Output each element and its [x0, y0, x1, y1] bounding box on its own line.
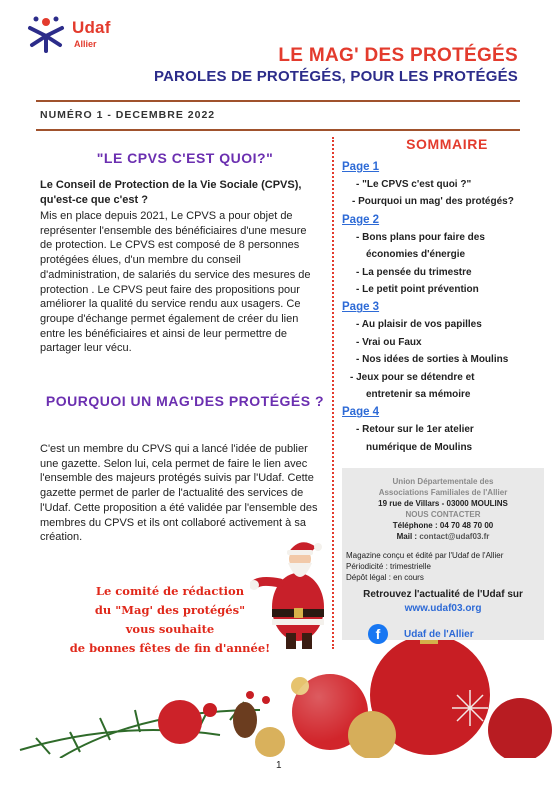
contact-mail-row: [342, 531, 544, 542]
toc-page-2-link[interactable]: Page 2: [342, 213, 380, 226]
toc-item: - Bons plans pour faire des: [356, 231, 485, 243]
greeting-line-2: du "Mag' des protégés": [94, 603, 246, 617]
contact-heading: NOUS CONTACTER: [405, 510, 481, 519]
follow-text: Retrouvez l'actualité de l'Udaf sur: [363, 589, 523, 600]
toc-item: numérique de Moulins: [366, 441, 473, 453]
facebook-icon: f: [368, 624, 388, 644]
article1-heading: "LE CPVS C'EST QUOI?": [96, 150, 274, 166]
org-name-line-1: Union Départementale des: [392, 477, 494, 486]
udaf-logo-icon: [24, 14, 68, 54]
meta-legal-deposit: Dépôt légal : en cours: [346, 573, 424, 582]
issue-number: NUMÉRO 1 - DECEMBRE 2022: [40, 109, 216, 121]
toc-item: économies d'énergie: [366, 249, 466, 261]
toc-item: - "Le CPVS c'est quoi ?": [356, 179, 472, 190]
page-number: 1: [276, 760, 282, 771]
table-of-contents: [342, 158, 547, 456]
meta-periodicity: Périodicité : trimestrielle: [346, 562, 431, 571]
toc-item: - Le petit point prévention: [356, 284, 479, 296]
page-title: LE MAG' DES PROTÉGÉS: [278, 45, 518, 66]
facebook-link[interactable]: Udaf de l'Allier: [404, 628, 474, 640]
toc-item: - Vrai ou Faux: [356, 336, 422, 348]
logo-name: Udaf: [72, 18, 111, 37]
christmas-decoration-illustration: [0, 640, 560, 758]
toc-item: - Retour sur le 1er atelier: [356, 424, 474, 436]
toc-page-4-link[interactable]: Page 4: [342, 406, 380, 419]
contact-card: [342, 468, 544, 640]
toc-page-1-link[interactable]: Page 1: [342, 161, 380, 173]
logo-subtitle: Allier: [74, 39, 97, 49]
contact-email-link[interactable]: contact@udaf03.fr: [419, 532, 490, 541]
toc-item: - Nos idées de sorties à Moulins: [356, 354, 509, 366]
contact-phone: Téléphone : 04 70 48 70 00: [392, 521, 494, 530]
article1-question: Le Conseil de Protection de la Vie Sociale (CPVS), qu'est-ce que c'est ?: [40, 179, 302, 206]
column-divider: [332, 137, 334, 649]
toc-item: - La pensée du trimestre: [356, 266, 472, 278]
toc-item: entretenir sa mémoire: [366, 389, 471, 401]
toc-page-3-link[interactable]: Page 3: [342, 301, 380, 314]
header-divider-bottom: [36, 129, 520, 131]
pine-branches: [20, 702, 260, 758]
toc-item: - Pourquoi un mag' des protégés?: [352, 196, 514, 208]
website-link[interactable]: www.udaf03.org: [404, 603, 482, 614]
pine-cone: [233, 702, 257, 738]
toc-item: - Au plaisir de vos papilles: [356, 319, 482, 331]
article2-body: C'est un membre du CPVS qui a lancé l'idée de publier une gazette. Selon lui, cela permet de faire le lien avec l'ensemble des majeurs protégés suivis par l'Udaf. Cette gazette permet de parler de l'actualité des services de l'Udaf. Cette proposition a été validée par l'ensemble des membres du CPVS et ils ont collaboré activement à sa création.: [40, 443, 318, 544]
page-subtitle: PAROLES DE PROTÉGÉS, POUR LES PROTÉGÉS: [153, 68, 518, 85]
meta-publisher: Magazine conçu et édité par l'Udaf de l'Allier: [346, 551, 504, 560]
org-address: 19 rue de Villars - 03000 MOULINS: [378, 499, 508, 508]
header-divider-top: [36, 100, 520, 102]
greeting-line-3: vous souhaite: [125, 622, 215, 636]
mail-label: Mail :: [396, 532, 418, 541]
greeting-line-1: Le comité de rédaction: [95, 584, 245, 598]
article1-body: Mis en place depuis 2021, Le CPVS a pour objet de représenter l'ensemble des bénéficiaires d'une mesure de protection. Le CPVS est composé de 8 personnes protégées élues, d'un membre du conseil d'administration, de salariés du service des mesures de protection . Le CPVS peut faire des propositions pour améliorer la qualité du service rendu aux usagers. Ce groupe d'échange permet également de créer du lien entre les bénéficiaires et ainsi de leur permettre de partager leur vécu.: [40, 210, 311, 355]
article2-heading: POURQUOI UN MAG'DES PROTÉGÉS ?: [45, 393, 325, 409]
sommaire-title: SOMMAIRE: [406, 136, 488, 152]
org-name-line-2: Associations Familiales de l'Allier: [378, 488, 508, 497]
toc-item: - Jeux pour se détendre et: [350, 371, 475, 383]
snowflake: [452, 690, 488, 726]
greeting-line-4: de bonnes fêtes de fin d'année!: [69, 641, 271, 655]
